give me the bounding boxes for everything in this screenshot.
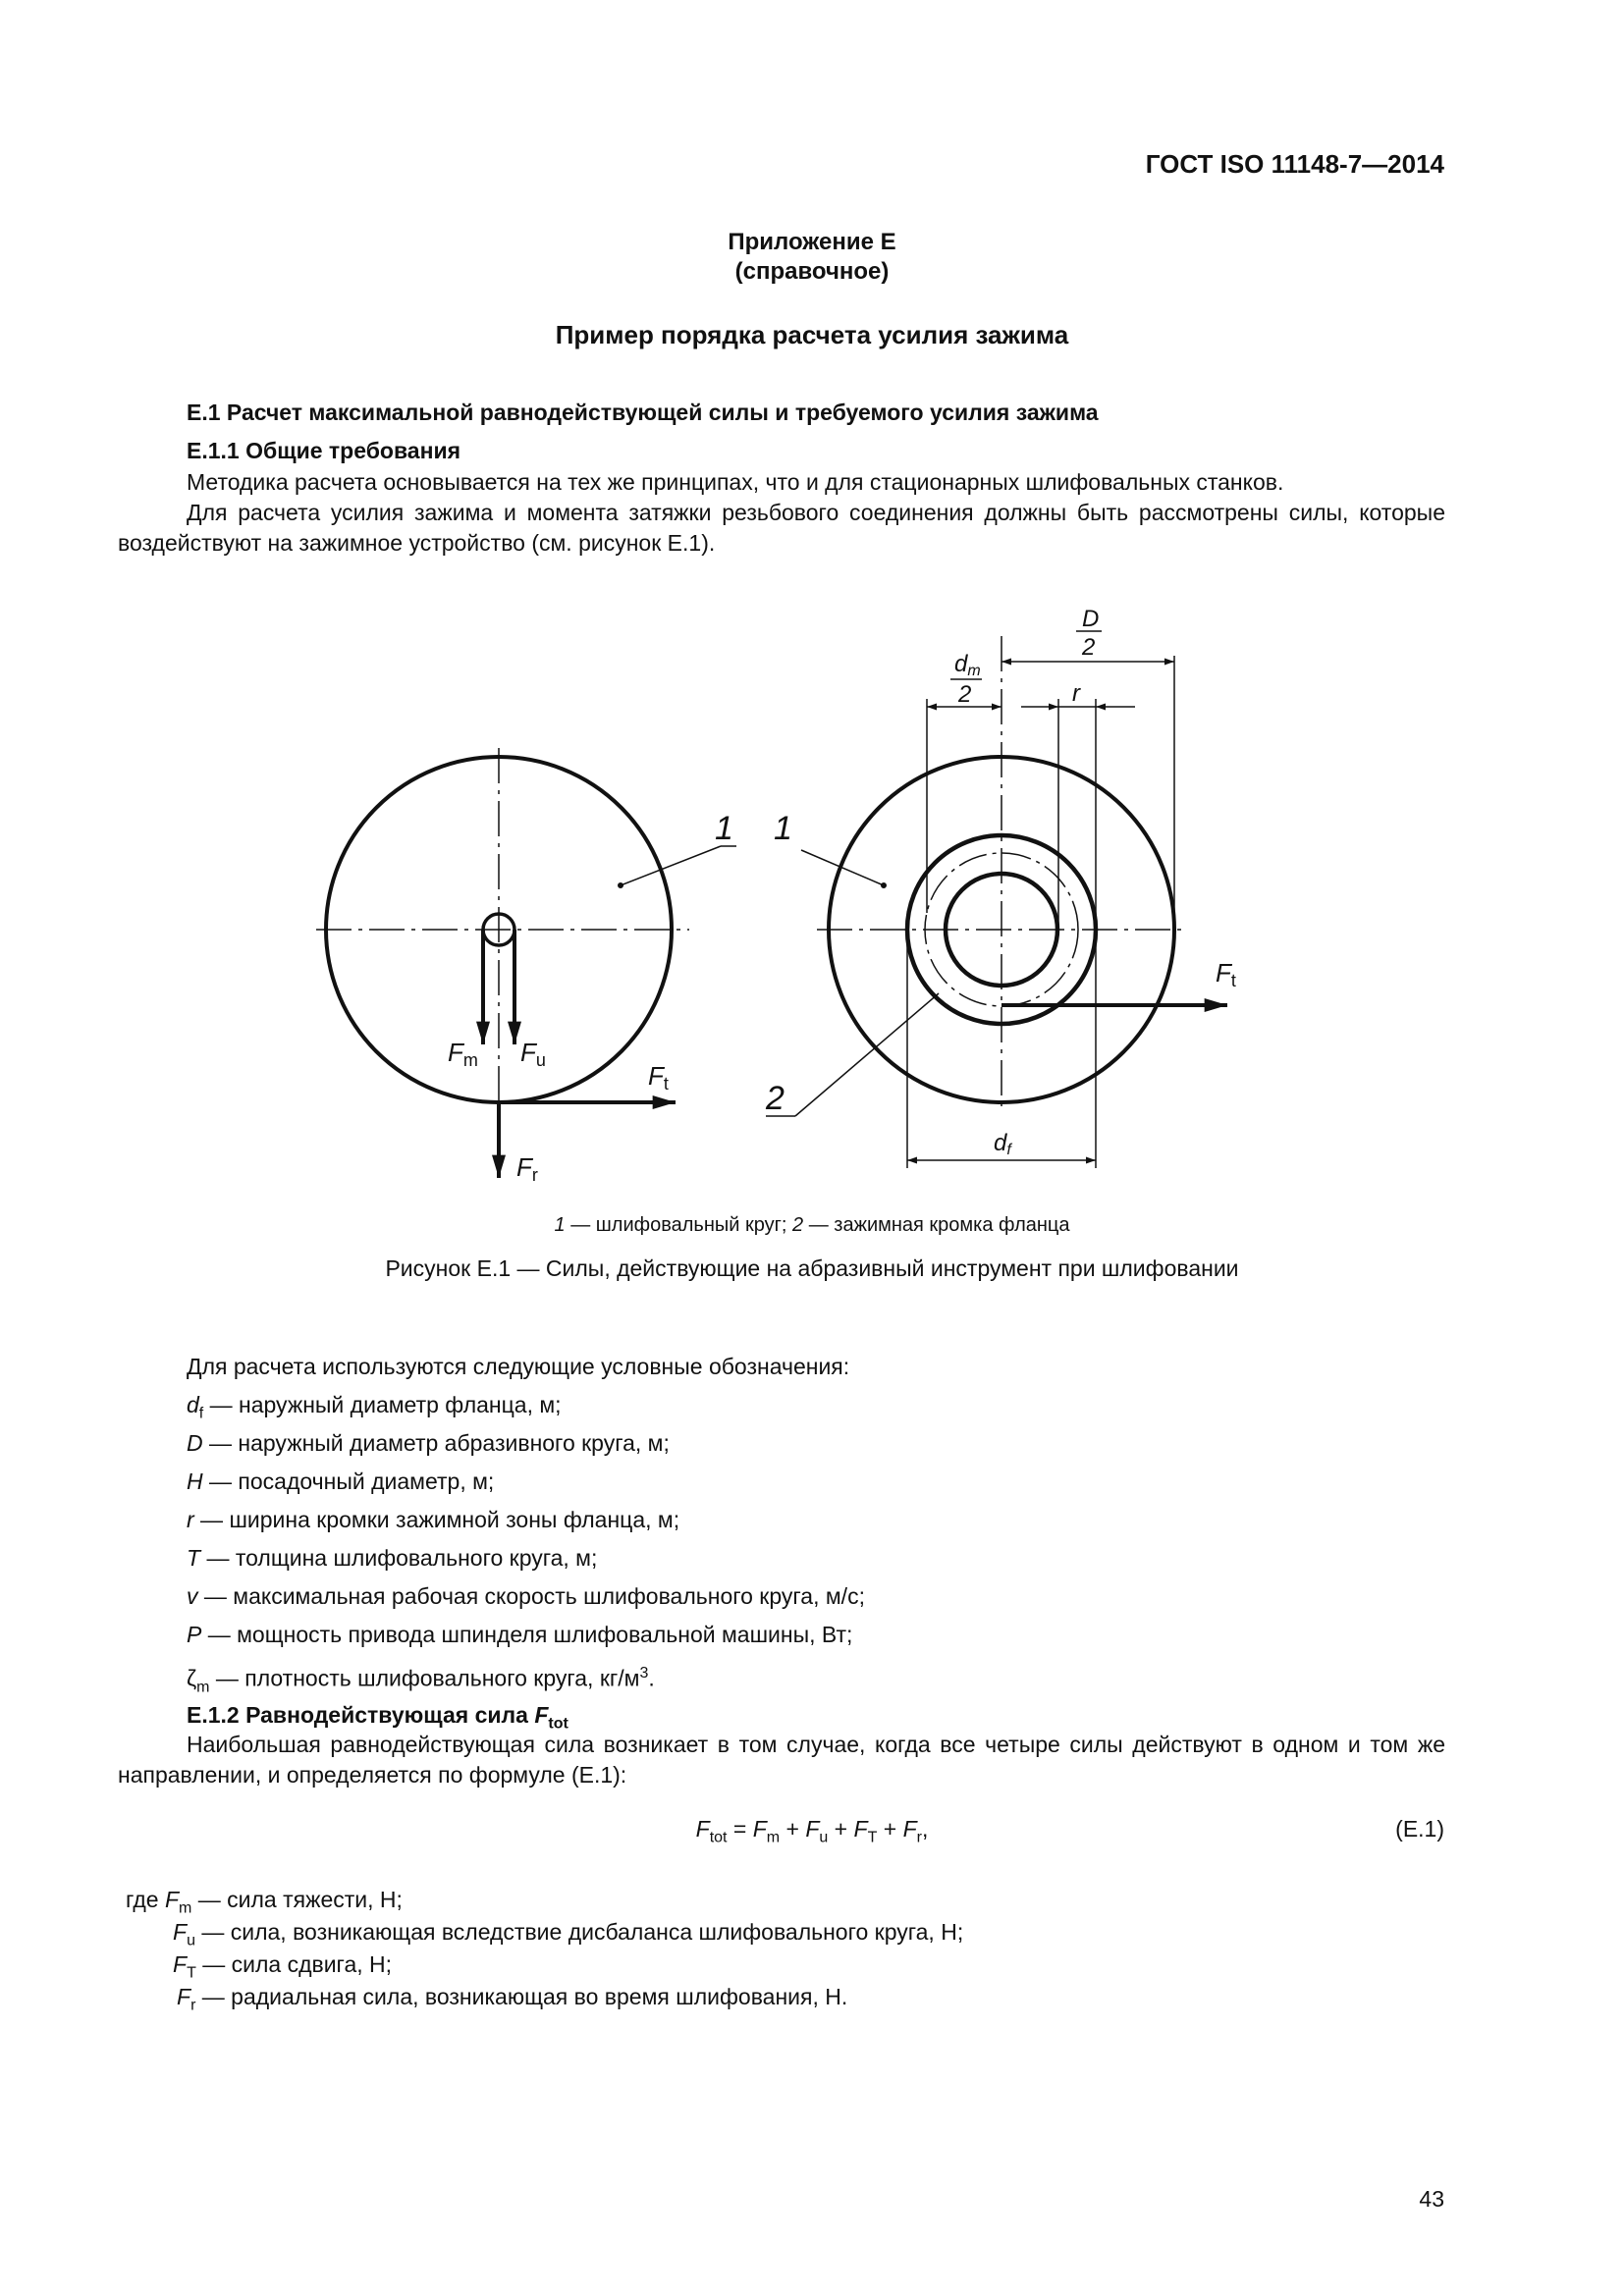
annex-type: (справочное) [734, 258, 890, 285]
svg-text:2: 2 [958, 681, 972, 708]
paragraph-resultant: Наибольшая равнодействующая сила возникает в том случае, когда все четыре силы действуют в одном и том же направлении, и определяется по формуле (Е.1): [118, 1732, 1445, 1788]
figure-caption: Рисунок Е.1 — Силы, действующие на абразивный инструмент при шлифовании [385, 1255, 1239, 1281]
symbol-item: P — мощность привода шпинделя шлифовальной машины, Вт; [187, 1622, 853, 1647]
symbol-item: H — посадочный диаметр, м; [187, 1468, 495, 1494]
figure-legend: 1 — шлифовальный круг; 2 — зажимная кромка фланца [554, 1214, 1070, 1236]
callout-2-leader [795, 993, 939, 1116]
symbol-item: r — ширина кромки зажимной зоны фланца, м; [187, 1507, 680, 1532]
svg-text:Fr: Fr [516, 1152, 538, 1185]
callout-1-left-leader [621, 846, 721, 885]
annex-heading: Пример порядка расчета усилия зажима [555, 320, 1069, 349]
annex-title-block [0, 228, 1624, 287]
formula-e1: $F_{tot} = F_m + F_u + F_T + F_r$, [695, 1816, 929, 1846]
symbol-item: T — толщина шлифовального круга, м; [187, 1545, 598, 1571]
figure-e1-diagram [255, 589, 1355, 1256]
symbol-item: D — наружный диаметр абразивного круга, м; [187, 1430, 670, 1456]
section-e1-heading: Е.1 Расчет максимальной равнодействующей силы и требуемого усилия зажима [187, 400, 1099, 425]
svg-text:r: r [1072, 680, 1080, 707]
svg-text:Ft: Ft [648, 1061, 669, 1094]
formula-number: (Е.1) [1395, 1816, 1444, 1842]
symbol-item: $\zeta_m$ — плотность шлифовального круга, $кг/м^3$. [187, 1665, 655, 1696]
svg-text:2: 2 [1082, 634, 1096, 661]
svg-text:dm: dm [954, 651, 981, 679]
callout-1-left-label: 1 [715, 810, 733, 847]
symbols-intro: Для расчета используются следующие условные обозначения: [187, 1354, 850, 1379]
paragraph-forces: Для расчета усилия зажима и момента затяжки резьбового соединения должны быть рассмотрены силы, которые воздействуют на зажимное устройство (см. рисунок Е.1). [118, 500, 1445, 556]
svg-text:D: D [1082, 606, 1100, 632]
where-item: $F_r$ — радиальная сила, возникающая во время шлифования, Н. [177, 1984, 848, 2014]
svg-text:Fu: Fu [520, 1038, 546, 1070]
paragraph-method: Методика расчета основывается на тех же принципах, что и для стационарных шлифовальных станков. [187, 469, 1284, 495]
symbol-item: v — максимальная рабочая скорость шлифовального круга, м/с; [187, 1583, 865, 1609]
document-number: ГОСТ ISO 11148-7—2014 [1145, 149, 1444, 179]
annex-title: Приложение Е [728, 229, 896, 255]
callout-1-right-leader [801, 850, 884, 885]
svg-text:Ft: Ft [1216, 958, 1236, 990]
where-item: где $F_m$ — сила тяжести, Н; [126, 1887, 403, 1917]
page-number: 43 [1419, 2186, 1444, 2212]
where-item: $F_T$ — сила сдвига, Н; [173, 1951, 393, 1982]
callout-1-right-label: 1 [774, 810, 792, 847]
svg-text:df: df [994, 1130, 1011, 1158]
section-e12-heading: Е.1.2 Равнодействующая сила $F_{tot}$ [187, 1702, 568, 1733]
section-e11-heading: Е.1.1 Общие требования [187, 438, 461, 463]
where-item: $F_u$ — сила, возникающая вследствие дисбаланса шлифовального круга, Н; [173, 1919, 964, 1949]
symbol-item: $d_f$ — наружный диаметр фланца, м; [187, 1392, 562, 1422]
callout-2-label: 2 [766, 1080, 785, 1117]
svg-text:Fm: Fm [448, 1038, 478, 1070]
